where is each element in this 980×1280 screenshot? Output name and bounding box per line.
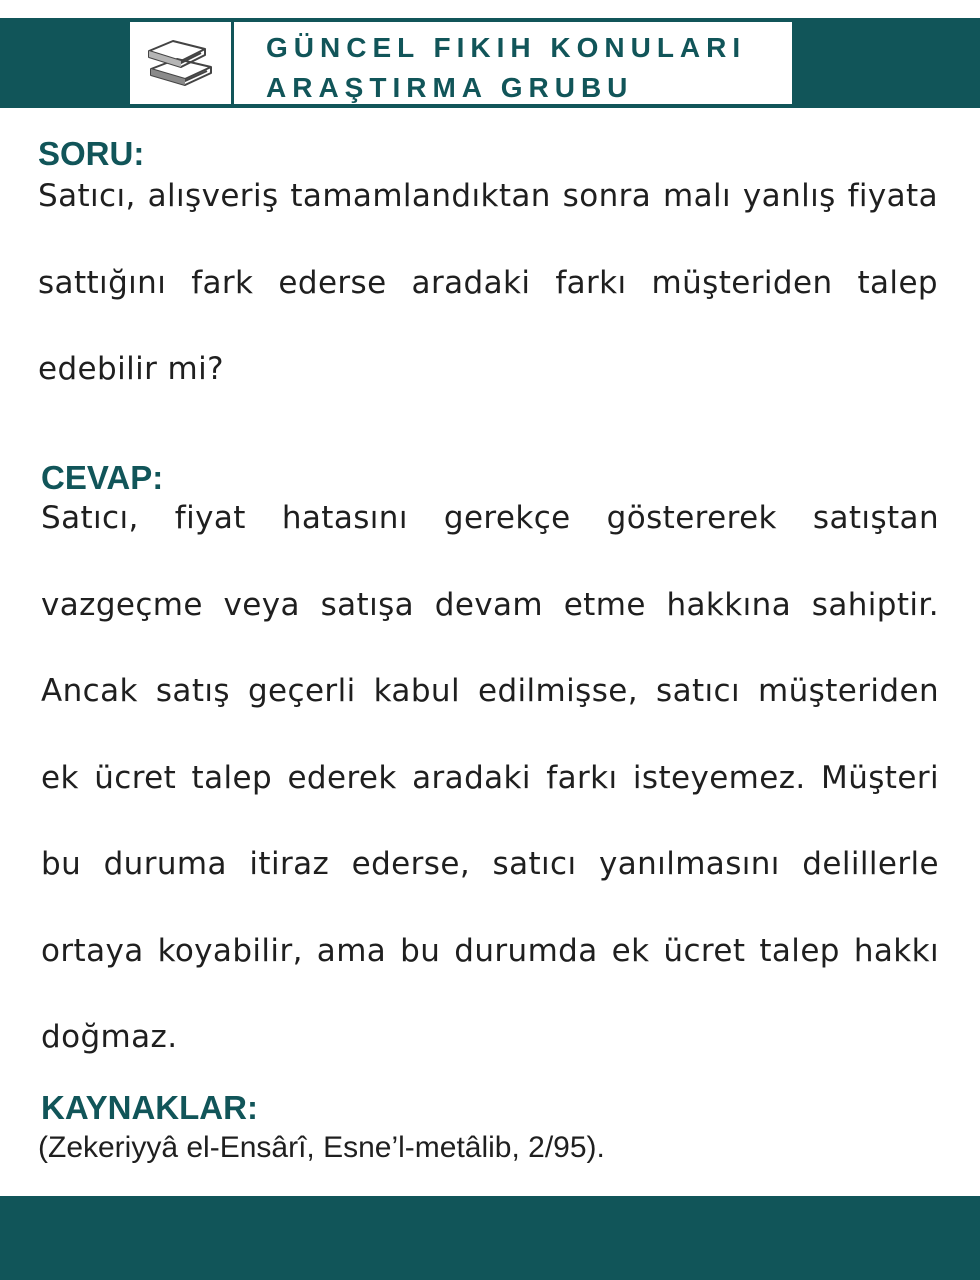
footer-band [0, 1196, 980, 1280]
logo [130, 22, 234, 104]
answer-label: CEVAP: [41, 459, 164, 496]
header-title-line1: GÜNCEL FIKIH KONULARI [266, 32, 747, 63]
header-box [128, 20, 794, 106]
answer-text: Satıcı, fiyat hatasını gerekçe göstererek satıştan vazgeçme veya satışa devam etme hakkına sahiptir. Ancak satış geçerli kabul edilmişse, satıcı müşteriden ek ücret talep ederek aradaki farkı isteyemez. Müşteri bu duruma itiraz ederse, satıcı yanılmasını delillerle ortaya koyabilir, ama bu durumda ek ücret talep hakkı doğmaz. [41, 500, 939, 1055]
header-title [266, 28, 746, 108]
references-label: KAYNAKLAR: [41, 1089, 258, 1126]
references-text: (Zekeriyyâ el-Ensârî, Esne’l-metâlib, 2/95). [38, 1131, 605, 1164]
question-label: SORU: [38, 135, 145, 172]
question-text: Satıcı, alışveriş tamamlandıktan sonra malı yanlış fiyata sattığını fark ederse aradaki farkı müşteriden talep edebilir mi? [38, 178, 938, 387]
header-title-line2: ARAŞTIRMA GRUBU [266, 72, 634, 103]
books-icon [145, 35, 217, 92]
